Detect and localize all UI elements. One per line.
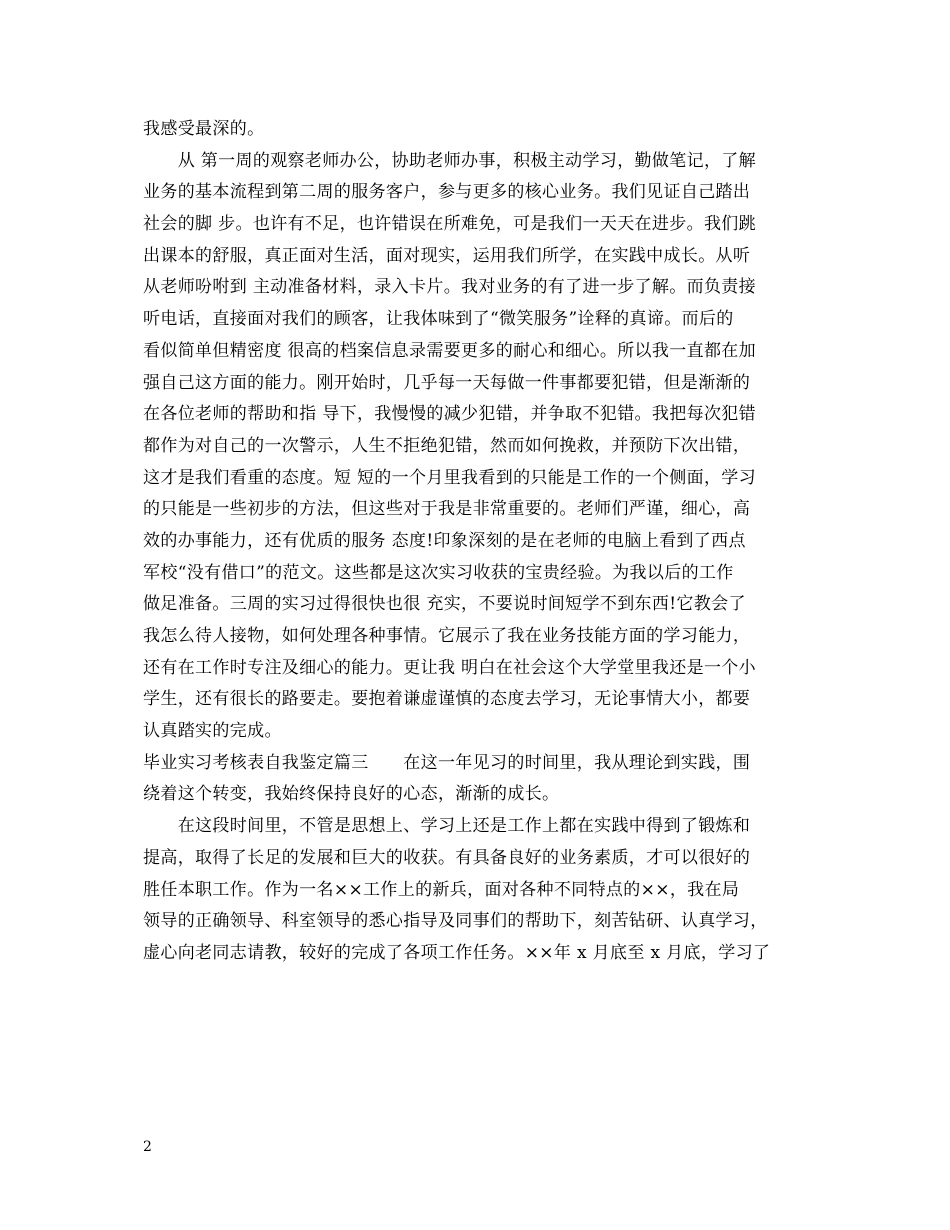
text-line: 在这段时间里，不管是思想上、学习上还是工作上都在实践中得到了锻炼和 — [143, 816, 751, 837]
text-line: 社会的脚 步。也许有不足，也许错误在所难免，可是我们一天天在进步。我们跳 — [143, 214, 757, 235]
text-line: 领导的正确领导、科室领导的悉心指导及同事们的帮助下，刻苦钻研、认真学习， — [143, 911, 768, 932]
text-line: 胜任本职工作。作为一名××工作上的新兵，面对各种不同特点的××，我在局 — [143, 879, 740, 900]
text-line: 在各位老师的帮助和指 导下，我慢慢的减少犯错，并争取不犯错。我把每次犯错 — [143, 404, 757, 425]
text-line: 这才是我们看重的态度。短 短的一个月里我看到的只能是工作的一个侧面，学习 — [143, 467, 757, 488]
text-line: 认真踏实的完成。 — [143, 721, 282, 742]
text-line: 都作为对自己的一次警示，人生不拒绝犯错，然而如何挽救，并预防下次出错， — [143, 435, 751, 456]
text-line: 强自己这方面的能力。刚开始时，几乎每一天每做一件事都要犯错，但是渐渐的 — [143, 372, 751, 393]
text-line: 做足准备。三周的实习过得很快也很 充实，不要说时间短学不到东西!它教会了 — [143, 594, 746, 615]
text-line: 业务的基本流程到第二周的服务客户，参与更多的核心业务。我们见证自己踏出 — [143, 182, 751, 203]
text-line: 听电话，直接面对我们的顾客，让我体味到了“微笑服务”诠释的真谛。而后的 — [143, 309, 734, 330]
text-line: 从 第一周的观察老师办公，协助老师办事，积极主动学习，勤做笔记，了解 — [143, 150, 757, 171]
text-line: 我怎么待人接物，如何处理各种事情。它展示了我在业务技能方面的学习能力， — [143, 626, 751, 646]
body-text — [143, 114, 815, 970]
text-line: 绕着这个转变，我始终保持良好的心态，渐渐的成长。 — [143, 784, 560, 805]
text-line: 从老师吩咐到 主动准备材料，录入卡片。我对业务的有了进一步了解。而负责接 — [143, 277, 757, 298]
text-line: 学生，还有很长的路要走。要抱着谦虚谨慎的态度去学习，无论事情大小，都要 — [143, 689, 751, 710]
text-line: 我感受最深的。 — [143, 119, 265, 139]
text-line: 提高，取得了长足的发展和巨大的收获。有具备良好的业务素质，才可以很好的 — [143, 847, 751, 868]
text-line: 虚心向老同志请教，较好的完成了各项工作任务。××年 x 月底至 x 月底，学习了 — [143, 942, 771, 963]
text-line: 还有在工作时专注及细心的能力。更让我 明白在社会这个大学堂里我还是一个小 — [143, 657, 757, 678]
text-line: 出课本的舒服，真正面对生活，面对现实，运用我们所学，在实践中成长。从听 — [143, 245, 751, 266]
text-line: 军校“没有借口”的范文。这些都是这次实习收获的宝贵经验。为我以后的工作 — [143, 562, 734, 583]
text-line: 看似简单但精密度 很高的档案信息录需要更多的耐心和细心。所以我一直都在加 — [143, 340, 757, 361]
text-line: 效的办事能力，还有优质的服务 态度!印象深刻的是在老师的电脑上看到了西点 — [143, 530, 746, 551]
text-line: 的只能是一些初步的方法，但这些对于我是非常重要的。老师们严谨，细心，高 — [143, 499, 751, 520]
page-number: 2 — [143, 1139, 152, 1155]
section-heading-line: 毕业实习考核表自我鉴定篇三 在这一年见习的时间里，我从理论到实践，围 — [143, 752, 751, 773]
